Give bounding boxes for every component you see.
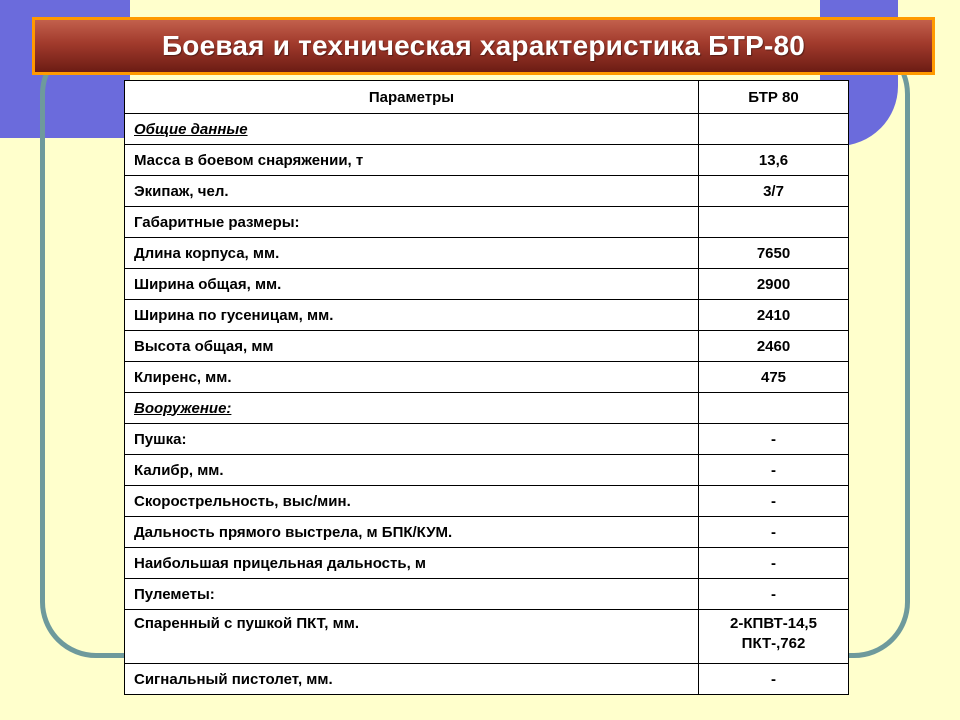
- parameter-cell: Длина корпуса, мм.: [125, 238, 699, 269]
- parameter-cell: Наибольшая прицельная дальность, м: [125, 548, 699, 579]
- value-cell: -: [699, 455, 849, 486]
- value-cell: [699, 114, 849, 145]
- specs-table-container: [124, 80, 848, 695]
- table-row: [125, 579, 849, 610]
- value-cell: -: [699, 579, 849, 610]
- parameter-cell: Вооружение:: [125, 393, 699, 424]
- table-row: [125, 362, 849, 393]
- title-banner: [32, 17, 935, 75]
- parameter-cell: Габаритные размеры:: [125, 207, 699, 238]
- parameter-cell: Общие данные: [125, 114, 699, 145]
- table-row: [125, 176, 849, 207]
- table-row: [125, 424, 849, 455]
- table-section-row: [125, 114, 849, 145]
- header-parameters: Параметры: [125, 81, 699, 114]
- parameter-cell: Спаренный с пушкой ПКТ, мм.: [125, 610, 699, 664]
- parameter-cell: Экипаж, чел.: [125, 176, 699, 207]
- table-row: [125, 269, 849, 300]
- table-row: [125, 300, 849, 331]
- parameter-cell: Масса в боевом снаряжении, т: [125, 145, 699, 176]
- table-row: [125, 548, 849, 579]
- value-cell: -: [699, 664, 849, 695]
- page-title: Боевая и техническая характеристика БТР-80: [161, 30, 806, 61]
- specs-table: [124, 80, 849, 695]
- parameter-cell: Клиренс, мм.: [125, 362, 699, 393]
- value-cell: 3/7: [699, 176, 849, 207]
- value-cell: 2460: [699, 331, 849, 362]
- value-cell: 7650: [699, 238, 849, 269]
- value-cell: -: [699, 517, 849, 548]
- value-cell: 2410: [699, 300, 849, 331]
- value-cell: 475: [699, 362, 849, 393]
- value-cell: [699, 207, 849, 238]
- table-row: [125, 145, 849, 176]
- table-row: [125, 610, 849, 664]
- value-cell: -: [699, 548, 849, 579]
- table-header-row: [125, 81, 849, 114]
- value-cell: 2-КПВТ-14,5 ПКТ-,762: [699, 610, 849, 664]
- table-row: [125, 664, 849, 695]
- value-cell: -: [699, 424, 849, 455]
- parameter-cell: Пулеметы:: [125, 579, 699, 610]
- table-section-row: [125, 393, 849, 424]
- parameter-cell: Сигнальный пистолет, мм.: [125, 664, 699, 695]
- parameter-cell: Скорострельность, выс/мин.: [125, 486, 699, 517]
- table-row: [125, 207, 849, 238]
- value-cell: -: [699, 486, 849, 517]
- value-cell: 2900: [699, 269, 849, 300]
- parameter-cell: Ширина по гусеницам, мм.: [125, 300, 699, 331]
- table-row: [125, 517, 849, 548]
- value-cell: 13,6: [699, 145, 849, 176]
- value-cell: [699, 393, 849, 424]
- header-btr80: БТР 80: [699, 81, 849, 114]
- table-row: [125, 331, 849, 362]
- parameter-cell: Высота общая, мм: [125, 331, 699, 362]
- parameter-cell: Пушка:: [125, 424, 699, 455]
- table-row: [125, 486, 849, 517]
- table-row: [125, 455, 849, 486]
- parameter-cell: Ширина общая, мм.: [125, 269, 699, 300]
- table-row: [125, 238, 849, 269]
- parameter-cell: Калибр, мм.: [125, 455, 699, 486]
- parameter-cell: Дальность прямого выстрела, м БПК/КУМ.: [125, 517, 699, 548]
